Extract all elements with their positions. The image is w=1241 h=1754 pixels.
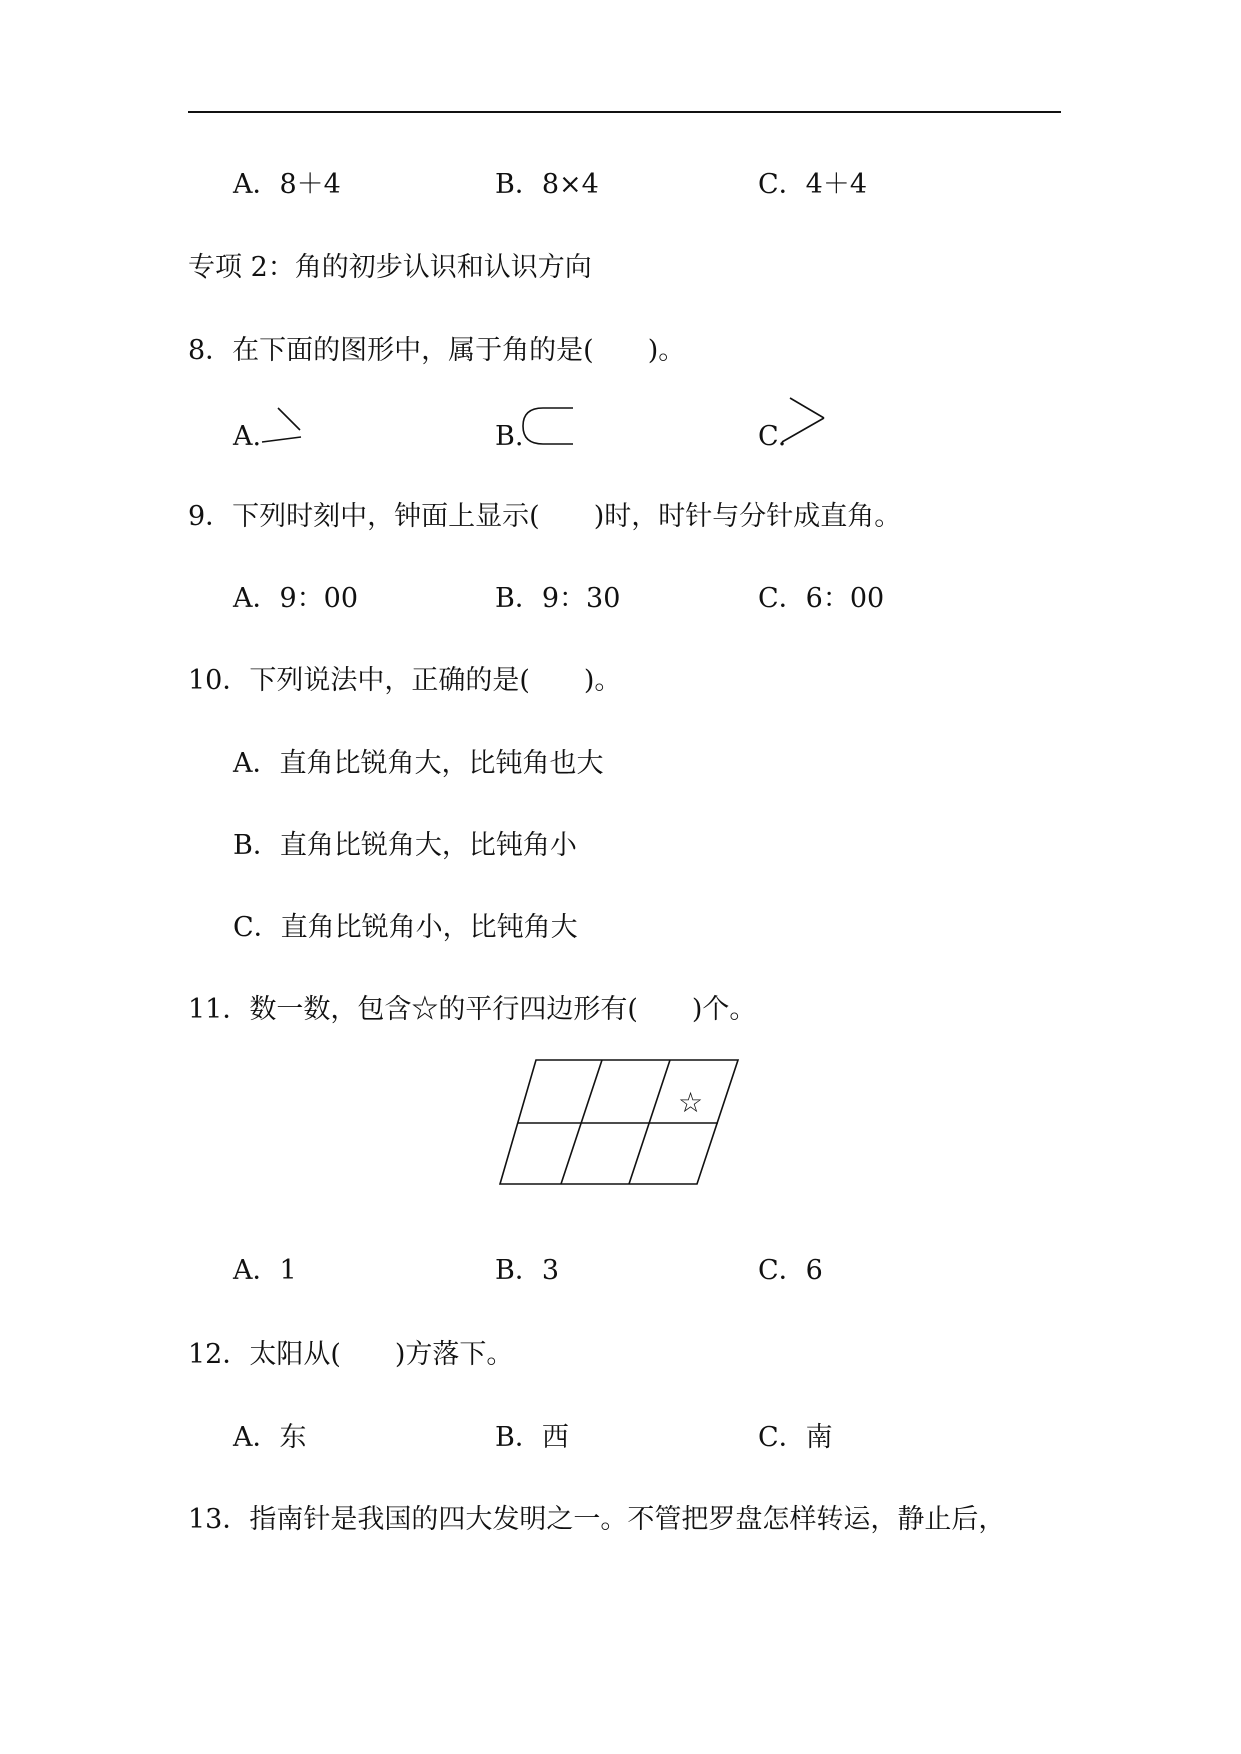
q7-option-a[interactable]: A．8＋4 (233, 169, 341, 200)
q9-option-a[interactable]: A．9：00 (233, 583, 359, 614)
q11-option-c[interactable]: C．6 (758, 1255, 823, 1286)
q10-stem: 10．下列说法中，正确的是( )。 (188, 665, 622, 696)
q10-option-a[interactable]: A．直角比锐角大，比钝角也大 (233, 748, 604, 779)
q8-figure-a (258, 400, 308, 450)
q12-option-b[interactable]: B．西 (495, 1422, 569, 1453)
q10-option-c[interactable]: C．直角比锐角小，比钝角大 (233, 912, 578, 943)
q9-option-b[interactable]: B．9：30 (495, 583, 621, 614)
q11-parallelogram-figure (495, 1055, 745, 1190)
header-rule (188, 111, 1061, 113)
q8-option-b-label[interactable]: B. (495, 421, 524, 452)
section-title: 专项 2：角的初步认识和认识方向 (188, 252, 592, 283)
q8-option-a-label[interactable]: A. (233, 421, 262, 452)
q11-option-b[interactable]: B．3 (495, 1255, 560, 1286)
q12-option-a[interactable]: A．东 (233, 1422, 307, 1453)
q7-option-b[interactable]: B．8×4 (495, 169, 599, 200)
q9-stem: 9．下列时刻中，钟面上显示( )时，时针与分针成直角。 (188, 501, 902, 532)
q9-option-c[interactable]: C．6：00 (758, 583, 885, 614)
q8-option-c-label[interactable]: C. (758, 421, 787, 452)
q11-option-a[interactable]: A．1 (233, 1255, 297, 1286)
q11-stem: 11．数一数，包含☆的平行四边形有( )个。 (188, 994, 757, 1025)
q8-stem: 8．在下面的图形中，属于角的是( )。 (188, 335, 686, 366)
q13-stem: 13．指南针是我国的四大发明之一。不管把罗盘怎样转运，静止后， (188, 1504, 1006, 1535)
q12-option-c[interactable]: C．南 (758, 1422, 833, 1453)
star-icon: ☆ (678, 1086, 704, 1119)
q8-figure-b (518, 400, 588, 450)
q7-option-c[interactable]: C．4＋4 (758, 169, 868, 200)
q10-option-b[interactable]: B．直角比锐角大，比钝角小 (233, 830, 577, 861)
q8-figure-c (780, 394, 830, 450)
q12-stem: 12．太阳从( )方落下。 (188, 1339, 514, 1370)
